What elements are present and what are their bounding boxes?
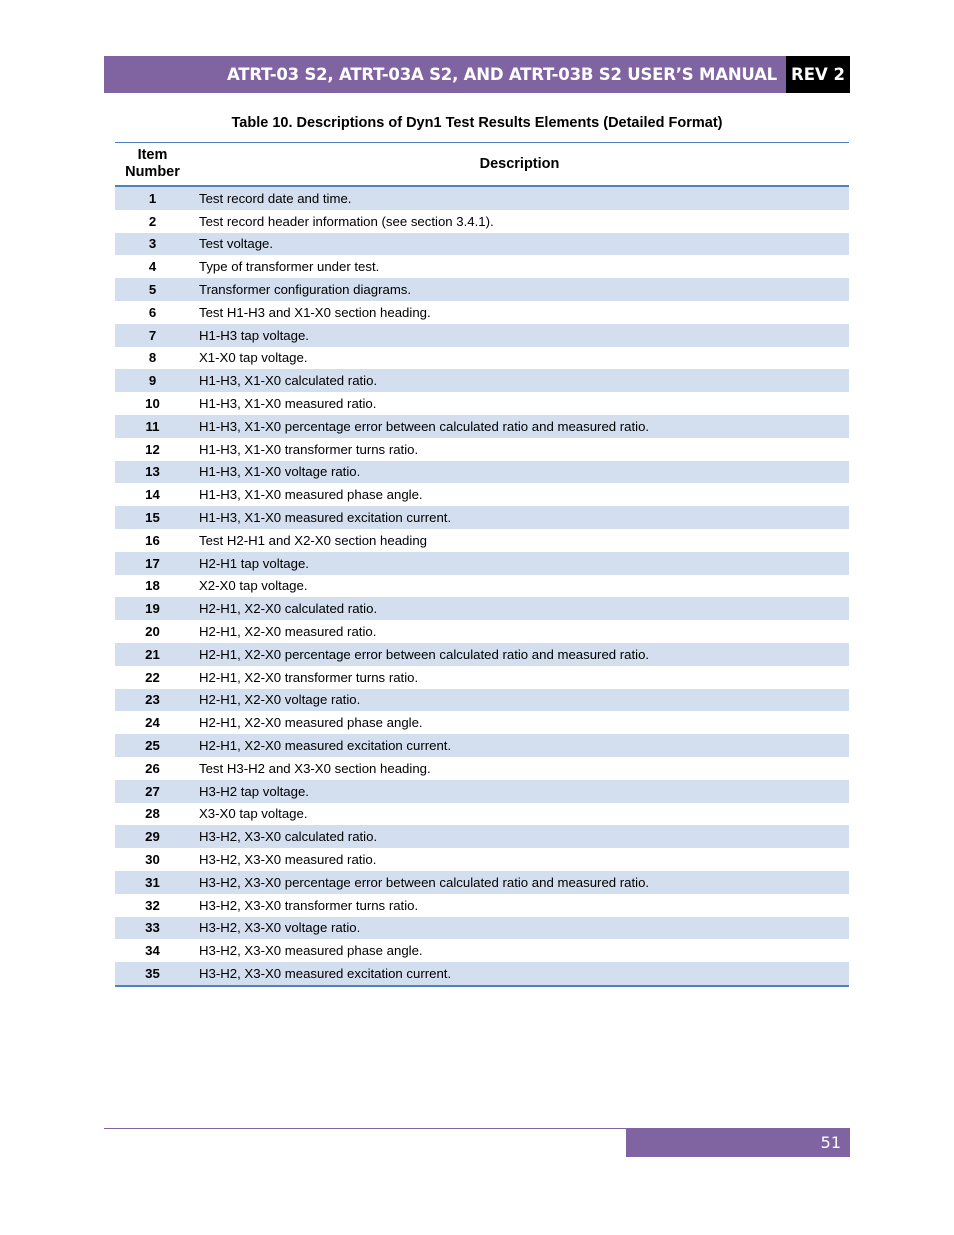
- description-cell: H1-H3, X1-X0 percentage error between calculated ratio and measured ratio.: [190, 415, 849, 438]
- table-row: [115, 210, 849, 233]
- item-number-cell: 24: [145, 715, 160, 731]
- table-row: [115, 552, 849, 575]
- item-number-header: [115, 143, 190, 187]
- item-number-cell: 18: [145, 578, 160, 594]
- item-number-cell: 13: [115, 461, 190, 484]
- item-number-cell: 26: [145, 760, 160, 776]
- description-cell: H1-H3, X1-X0 calculated ratio.: [190, 369, 849, 392]
- item-number-cell: 17: [115, 552, 190, 575]
- description-cell: H3-H2, X3-X0 voltage ratio.: [190, 917, 849, 940]
- table-row: [115, 461, 849, 484]
- item-number-cell: 11: [115, 415, 190, 438]
- table-row: [115, 803, 849, 826]
- table-row: [115, 917, 849, 940]
- item-number-cell: 10: [145, 396, 160, 412]
- table-row: [115, 962, 849, 986]
- table-row: [115, 233, 849, 256]
- item-number-cell: 15: [115, 506, 190, 529]
- item-number-cell: 8: [148, 350, 157, 366]
- item-number-cell: 1: [115, 186, 190, 210]
- item-number-cell: 31: [115, 871, 190, 894]
- table-body: [115, 186, 849, 986]
- description-cell: H2-H1, X2-X0 voltage ratio.: [190, 689, 849, 712]
- description-cell: H3-H2, X3-X0 calculated ratio.: [190, 825, 849, 848]
- item-number-cell: 23: [115, 689, 190, 712]
- footer-page-box: [626, 1128, 850, 1157]
- description-cell: X2-X0 tap voltage.: [199, 578, 308, 594]
- table-row: [115, 894, 849, 917]
- table-row: [115, 757, 849, 780]
- page-header: [104, 56, 850, 93]
- description-cell: H2-H1, X2-X0 measured phase angle.: [199, 715, 423, 731]
- description-cell: Test record header information (see section 3.4.1).: [199, 213, 494, 229]
- item-number-cell: 32: [145, 897, 160, 913]
- table-row: [115, 324, 849, 347]
- description-cell: Test H3-H2 and X3-X0 section heading.: [199, 760, 431, 776]
- description-cell: H2-H1, X2-X0 percentage error between calculated ratio and measured ratio.: [190, 643, 849, 666]
- table-row: [115, 871, 849, 894]
- table-header-row: [115, 143, 849, 187]
- description-cell: Transformer configuration diagrams.: [190, 278, 849, 301]
- table-row: [115, 666, 849, 689]
- item-number-cell: 25: [115, 734, 190, 757]
- description-cell: H2-H1 tap voltage.: [190, 552, 849, 575]
- item-number-cell: 22: [145, 669, 160, 685]
- table-row: [115, 347, 849, 370]
- item-number-cell: 19: [115, 597, 190, 620]
- description-cell: Test H2-H1 and X2-X0 section heading: [199, 532, 427, 548]
- description-cell: H3-H2, X3-X0 transformer turns ratio.: [199, 897, 419, 913]
- description-header: Description: [190, 143, 849, 187]
- item-number-cell: 28: [145, 806, 160, 822]
- description-cell: H3-H2, X3-X0 percentage error between calculated ratio and measured ratio.: [190, 871, 849, 894]
- footer-rule: [104, 1128, 626, 1129]
- description-cell: H1-H3, X1-X0 measured ratio.: [199, 396, 377, 412]
- description-cell: X3-X0 tap voltage.: [199, 806, 308, 822]
- item-number-cell: 6: [148, 304, 157, 320]
- description-cell: Test H1-H3 and X1-X0 section heading.: [199, 304, 431, 320]
- description-cell: X1-X0 tap voltage.: [199, 350, 308, 366]
- table-row: [115, 415, 849, 438]
- item-number-cell: 2: [148, 213, 157, 229]
- table-row: [115, 506, 849, 529]
- description-cell: Test voltage.: [190, 233, 849, 256]
- table-row: [115, 689, 849, 712]
- item-number-cell: 9: [115, 369, 190, 392]
- table-row: [115, 392, 849, 415]
- table-row: [115, 734, 849, 757]
- item-number-cell: 34: [145, 943, 160, 959]
- table-caption: Table 10. Descriptions of Dyn1 Test Results Elements (Detailed Format): [231, 115, 723, 131]
- table-row: [115, 939, 849, 962]
- table-row: [115, 278, 849, 301]
- table-row: [115, 643, 849, 666]
- table-row: [115, 483, 849, 506]
- table-row: [115, 255, 849, 278]
- description-cell: H1-H3, X1-X0 voltage ratio.: [190, 461, 849, 484]
- description-cell: H2-H1, X2-X0 measured ratio.: [199, 624, 377, 640]
- description-cell: H3-H2, X3-X0 measured excitation current.: [190, 962, 849, 986]
- item-number-cell: 7: [115, 324, 190, 347]
- description-cell: H3-H2, X3-X0 measured phase angle.: [199, 943, 423, 959]
- description-cell: H1-H3, X1-X0 measured excitation current.: [190, 506, 849, 529]
- item-number-cell: 21: [115, 643, 190, 666]
- description-cell: H3-H2, X3-X0 measured ratio.: [199, 852, 377, 867]
- item-number-cell: 29: [115, 825, 190, 848]
- table-row: [115, 848, 849, 871]
- description-cell: H2-H1, X2-X0 transformer turns ratio.: [199, 669, 419, 685]
- table-row: [115, 711, 849, 734]
- item-number-cell: 33: [115, 917, 190, 940]
- table-row: [115, 301, 849, 324]
- table-row: [115, 780, 849, 803]
- item-number-cell: 27: [115, 780, 190, 803]
- revision-badge: REV 2: [786, 56, 850, 93]
- description-cell: H1-H3, X1-X0 transformer turns ratio.: [199, 441, 419, 457]
- description-cell: H2-H1, X2-X0 measured excitation current.: [190, 734, 849, 757]
- item-number-cell: 35: [115, 962, 190, 986]
- results-table: [115, 142, 849, 987]
- item-number-cell: 12: [145, 441, 160, 457]
- table-row: [115, 186, 849, 210]
- item-number-cell: 16: [145, 532, 160, 548]
- item-number-cell: 5: [115, 278, 190, 301]
- description-cell: Test record date and time.: [190, 186, 849, 210]
- item-number-cell: 20: [145, 624, 160, 640]
- table-row: [115, 620, 849, 643]
- table-row: [115, 369, 849, 392]
- item-number-cell: 30: [145, 852, 160, 867]
- manual-title: ATRT-03 S2, ATRT-03A S2, AND ATRT-03B S2 USER’S MANUAL: [226, 65, 777, 84]
- page-number: 51: [820, 1133, 841, 1152]
- description-cell: H1-H3 tap voltage.: [190, 324, 849, 347]
- item-number-cell: 14: [145, 487, 160, 503]
- description-cell: H1-H3, X1-X0 measured phase angle.: [199, 487, 423, 503]
- table-row: [115, 529, 849, 552]
- table-row: [115, 575, 849, 598]
- description-cell: H2-H1, X2-X0 calculated ratio.: [190, 597, 849, 620]
- item-number-cell: 4: [148, 259, 157, 275]
- table-row: [115, 438, 849, 461]
- item-number-header-label: Item Number: [125, 147, 180, 180]
- item-number-cell: 3: [115, 233, 190, 256]
- description-cell: H3-H2 tap voltage.: [190, 780, 849, 803]
- description-cell: Type of transformer under test.: [199, 259, 380, 275]
- table-row: [115, 825, 849, 848]
- table-row: [115, 597, 849, 620]
